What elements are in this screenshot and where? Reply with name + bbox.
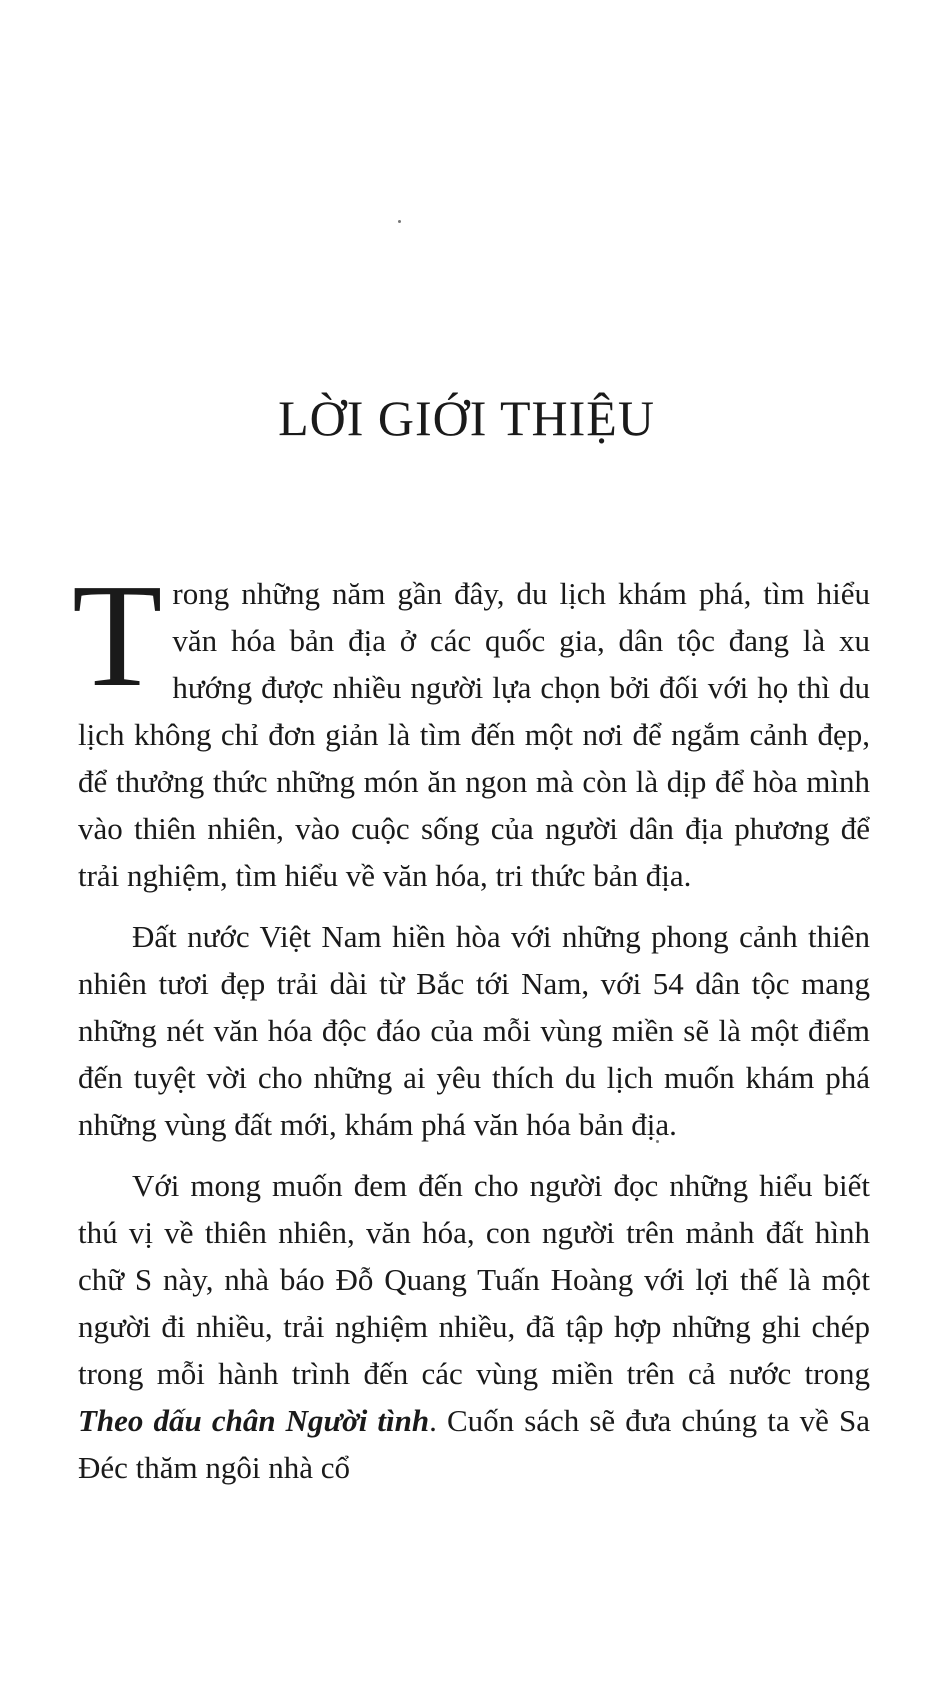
paragraph-3-text-before: Với mong muốn đem đến cho người đọc những hiểu biết thú vị về thiên nhiên, văn hóa, con người trên mảnh đất hình chữ S này, nhà báo Đỗ Quang Tuấn Hoàng với lợi thế là một người đi nhiều, trải nghiệm nhiều, đã tập hợp những ghi chép trong mỗi hành trình đến các vùng miền trên cả nước trong: [78, 1168, 870, 1391]
paragraph-3: [78, 1162, 870, 1491]
paragraph-1: [72, 554, 870, 899]
page-title: LỜI GIỚI THIỆU: [278, 390, 655, 446]
drop-cap: T: [72, 554, 163, 718]
paragraph-2: Đất nước Việt Nam hiền hòa với những phong cảnh thiên nhiên tươi đẹp trải dài từ Bắc tới Nam, với 54 dân tộc mang những nét văn hóa độc đáo của mỗi vùng miền sẽ là một điểm đến tuyệt vời cho những ai yêu thích du lịch muốn khám phá những vùng đất mới, khám phá văn hóa bản địa.: [78, 919, 870, 1142]
paragraph-3-text-after: . Cuốn sách sẽ đưa chúng ta về Sa Đéc thăm ngôi nhà cổ: [78, 1403, 870, 1485]
book-title-emphasis: Theo dấu chân Người tình: [78, 1403, 430, 1438]
body-text: [72, 554, 870, 1505]
paper-speck: [398, 220, 401, 223]
paragraph-1-text: rong những năm gần đây, du lịch khám phá, tìm hiểu văn hóa bản địa ở các quốc gia, dân tộc đang là xu hướng được nhiều người lựa chọn bởi đối với họ thì du lịch không chỉ đơn giản là tìm đến một nơi để ngắm cảnh đẹp, để thưởng thức những món ăn ngon mà còn là dịp để hòa mình vào thiên nhiên, vào cuộc sống của người dân địa phương để trải nghiệm, tìm hiểu về văn hóa, tri thức bản địa.: [78, 576, 870, 893]
